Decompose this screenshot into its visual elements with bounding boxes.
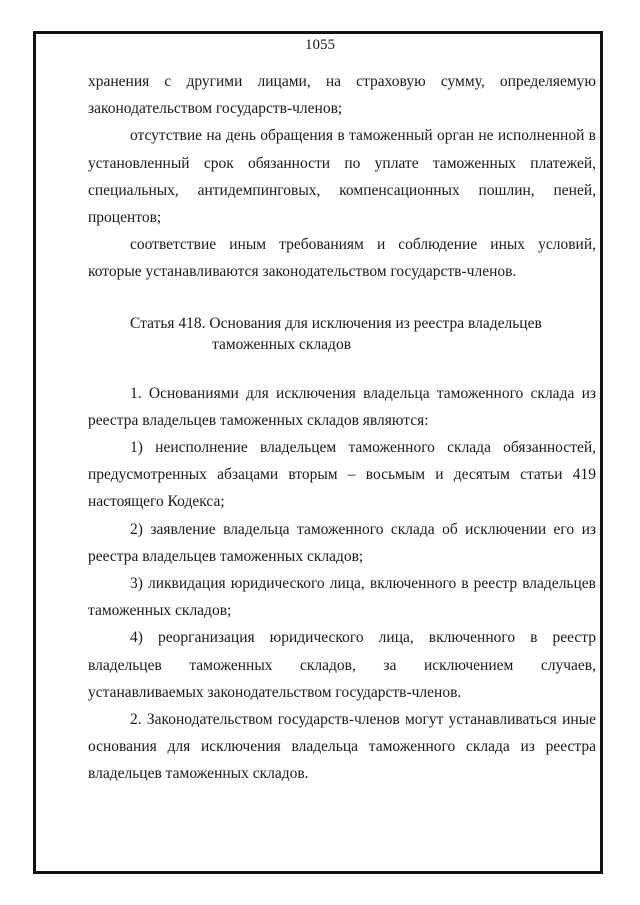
- article-heading: [130, 313, 596, 355]
- paragraph-subitem-3: 3) ликвидация юридического лица, включенного в реестр владельцев таможенных складов;: [88, 575, 596, 620]
- document-body: [88, 68, 596, 788]
- paragraph-item-2: 2. Законодательством государств-членов могут устанавливаться иные основания для исключения владельца таможенного склада из реестра владельцев таможенных складов.: [88, 711, 596, 783]
- paragraph-subitem-1: 1) неисполнение владельцем таможенного склада обязанностей, предусмотренных абзацами вторым – восьмым и десятым статьи 419 настоящего Кодекса;: [88, 439, 596, 511]
- paragraph-condition-other: соответствие иным требованиям и соблюдение иных условий, которые устанавливаются законодательством государств-членов.: [88, 236, 596, 281]
- page-number: 1055: [305, 37, 335, 53]
- paragraph-subitem-4: 4) реорганизация юридического лица, включенного в реестр владельцев таможенных складов, за исключением случаев, устанавливаемых законодательством государств-членов.: [88, 629, 596, 701]
- paragraph-subitem-2: 2) заявление владельца таможенного склада об исключении его из реестра владельцев таможенных складов;: [88, 520, 596, 565]
- article-title-line2: таможенных складов: [212, 335, 352, 353]
- paragraph-continuation: хранения с другими лицами, на страховую сумму, определяемую законодательством государств-членов;: [88, 73, 596, 118]
- paragraph-item-1: 1. Основаниями для исключения владельца таможенного склада из реестра владельцев таможенных складов являются:: [88, 384, 596, 429]
- article-title-line1: Статья 418. Основания для исключения из реестра владельцев: [130, 314, 542, 332]
- paragraph-condition-no-debt: отсутствие на день обращения в таможенный орган не исполненной в установленный срок обязанности по уплате таможенных платежей, специальных, антидемпинговых, компенсационных пошлин, пеней, процентов;: [88, 127, 596, 227]
